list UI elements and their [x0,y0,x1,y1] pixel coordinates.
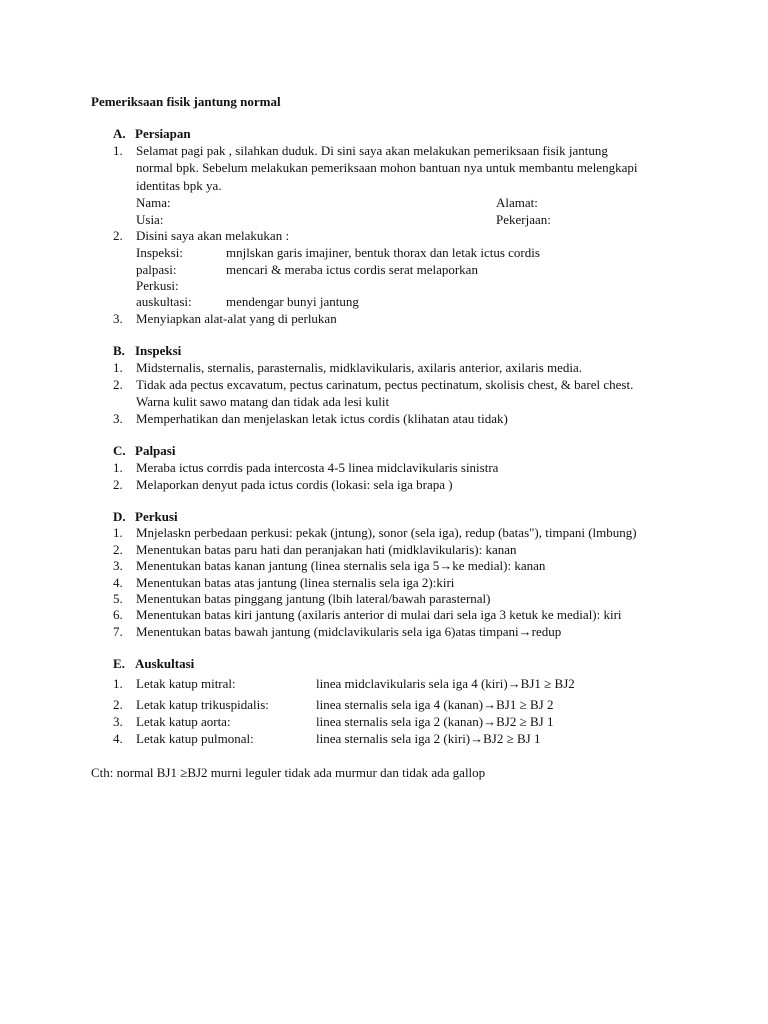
item-text: Memperhatikan dan menjelaskan letak ictus cordis (klihatan atau tidak) [136,411,508,426]
usia-field-label: Usia: [136,212,164,227]
section-c-heading [113,443,175,460]
item-number: 2. [113,477,123,492]
exam-label: palpasi: [136,262,177,277]
item-text: Mnjelaskn perbedaan perkusi: pekak (jntung), sonor (sela iga), redup (batas"), timpani (lmbung) [136,525,637,540]
pekerjaan-field-label: Pekerjaan: [496,212,551,227]
item-number: 5. [113,591,123,606]
exam-label: auskultasi: [136,294,192,309]
alamat-field-label: Alamat: [496,195,538,210]
item-text: Menentukan batas pinggang jantung (lbih lateral/bawah parasternal) [136,591,491,606]
section-d-heading [113,509,178,526]
exam-label: Inspeksi: [136,245,183,260]
exam-description: mendengar bunyi jantung [226,294,359,309]
item-number: 3. [113,714,123,729]
nama-field-label: Nama: [136,195,171,210]
item-number: 2. [113,377,123,392]
valve-label: Letak katup aorta: [136,714,231,729]
item-text: Menentukan batas kiri jantung (axilaris anterior di mulai dari sela iga 3 ketuk ke medial): kiri [136,607,622,622]
item-number: 1. [113,525,123,540]
valve-location: linea sternalis sela iga 4 (kanan)→BJ1 ≥ BJ 2 [316,697,554,712]
footer-note: Cth: normal BJ1 ≥BJ2 murni leguler tidak ada murmur dan tidak ada gallop [91,765,486,780]
section-title: Auskultasi [135,656,195,671]
item-number: 3. [113,411,123,426]
section-letter: E. [113,656,125,671]
valve-label: Letak katup trikuspidalis: [136,697,269,712]
valve-location: linea sternalis sela iga 2 (kiri)→BJ2 ≥ BJ 1 [316,731,541,746]
section-letter: C. [113,443,126,458]
section-title: Palpasi [135,443,176,458]
section-letter: A. [113,126,126,141]
valve-location: linea sternalis sela iga 2 (kanan)→BJ2 ≥ BJ 1 [316,714,554,729]
item-number: 4. [113,731,123,746]
item-text: Midsternalis, sternalis, parasternalis, midklavikularis, axilaris anterior, axilaris media. [136,360,583,375]
exam-label: Perkusi: [136,278,179,293]
section-a-heading [113,126,191,143]
item-text: Menentukan batas atas jantung (linea sternalis sela iga 2):kiri [136,575,455,590]
section-title: Persiapan [135,126,191,141]
exam-description: mencari & meraba ictus cordis serat melaporkan [226,262,478,277]
item-number: 1. [113,676,123,691]
section-letter: D. [113,509,126,524]
item-text: Menyiapkan alat-alat yang di perlukan [136,311,337,326]
section-title: Inspeksi [135,343,182,358]
item-text: Warna kulit sawo matang dan tidak ada lesi kulit [136,394,390,409]
valve-label: Letak katup mitral: [136,676,236,691]
item-text: Meraba ictus corrdis pada intercosta 4-5 linea midclavikularis sinistra [136,460,499,475]
section-b-heading [113,343,181,360]
item-text: Tidak ada pectus excavatum, pectus carinatum, pectus pectinatum, skolisis chest, & barel chest. [136,377,634,392]
item-number: 2. [113,228,123,243]
item-text: Menentukan batas kanan jantung (linea sternalis sela iga 5→ke medial): kanan [136,558,546,573]
section-title: Perkusi [135,509,178,524]
item-text: Selamat pagi pak , silahkan duduk. Di sini saya akan melakukan pemeriksaan fisik jantung [136,143,608,158]
item-number: 7. [113,624,123,639]
item-number: 2. [113,542,123,557]
item-number: 2. [113,697,123,712]
exam-description: mnjlskan garis imajiner, bentuk thorax dan letak ictus cordis [226,245,540,260]
item-number: 6. [113,607,123,622]
item-number: 4. [113,575,123,590]
item-number: 3. [113,558,123,573]
valve-label: Letak katup pulmonal: [136,731,254,746]
section-letter: B. [113,343,125,358]
item-number: 3. [113,311,123,326]
valve-location: linea midclavikularis sela iga 4 (kiri)→BJ1 ≥ BJ2 [316,676,575,691]
item-text: identitas bpk ya. [136,178,222,193]
item-text: Menentukan batas paru hati dan peranjakan hati (midklavikularis): kanan [136,542,517,557]
item-number: 1. [113,460,123,475]
document-title: Pemeriksaan fisik jantung normal [91,94,281,109]
item-text: Disini saya akan melakukan : [136,228,290,243]
item-number: 1. [113,143,123,158]
item-number: 1. [113,360,123,375]
item-text: Menentukan batas bawah jantung (midclavikularis sela iga 6)atas timpani→redup [136,624,562,639]
item-text: Melaporkan denyut pada ictus cordis (lokasi: sela iga brapa ) [136,477,453,492]
section-e-heading [113,656,194,673]
item-text: normal bpk. Sebelum melakukan pemeriksaan mohon bantuan nya untuk membantu melengkapi [136,160,638,175]
